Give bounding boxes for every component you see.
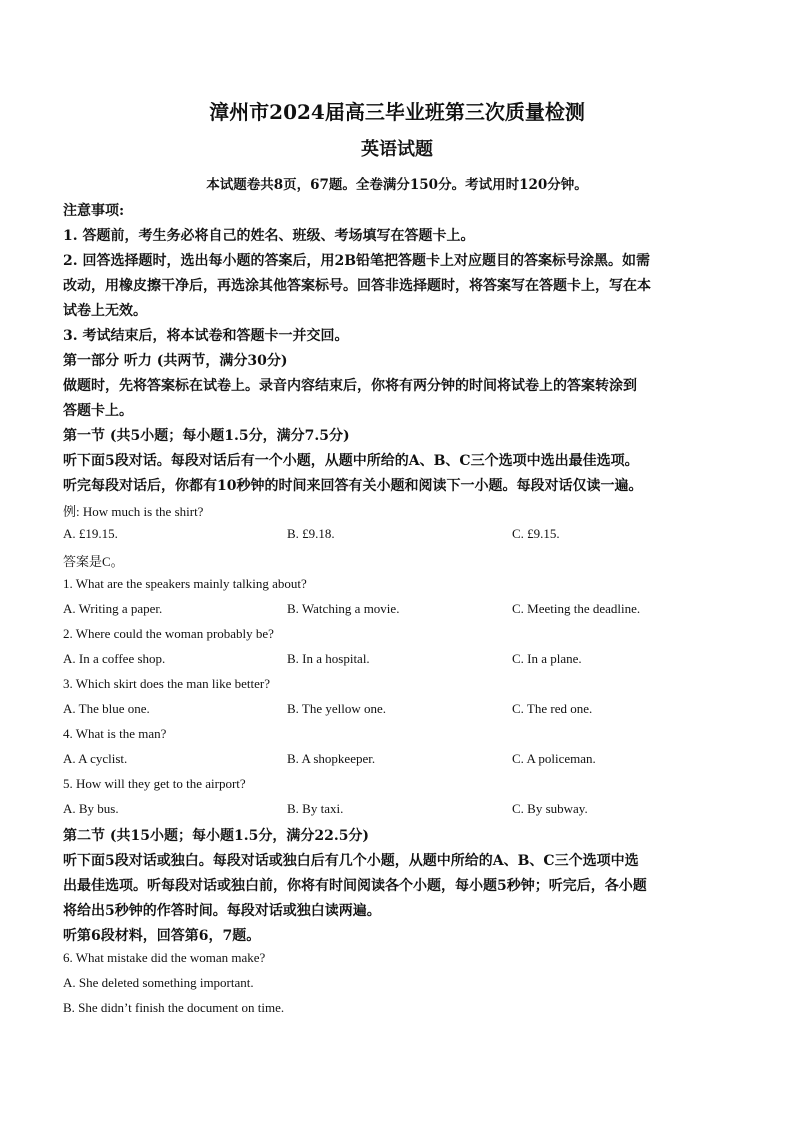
example-answer: 答案是C。 [63, 554, 124, 569]
question-4: 4. What is the man? [63, 726, 167, 741]
exam-summary: 本试题卷共8页，67题。全卷满分150分。考试用时120分钟。 [206, 177, 588, 193]
material-heading: 听第6段材料，回答第6，7题。 [63, 928, 261, 944]
question-5-option-a: A. By bus. [63, 801, 119, 816]
example-option-a: A. £19.15. [63, 526, 118, 541]
note-line: 改动，用橡皮擦干净后，再选涂其他答案标号。回答非选择题时，将答案写在答题卡上，写在本 [63, 278, 651, 294]
question-4-option-a: A. A cyclist. [63, 751, 128, 766]
part1-heading: 第一部分 听力 (共两节，满分30分) [63, 353, 288, 369]
example-option-c: C. £9.15. [512, 526, 560, 541]
question-2-option-c: C. In a plane. [512, 651, 582, 666]
question-5-option-c: C. By subway. [512, 801, 588, 816]
question-6-option-b: B. She didn’t finish the document on time. [63, 1000, 285, 1015]
note-line: 3. 考试结束后，将本试卷和答题卡一并交回。 [63, 328, 349, 344]
question-5: 5. How will they get to the airport? [63, 776, 246, 791]
subject-title: 英语试题 [361, 139, 433, 160]
question-2: 2. Where could the woman probably be? [63, 626, 274, 641]
question-2-option-a: A. In a coffee shop. [63, 651, 166, 666]
question-1-option-a: A. Writing a paper. [63, 601, 163, 616]
question-2-option-b: B. In a hospital. [287, 651, 370, 666]
question-6: 6. What mistake did the woman make? [63, 950, 266, 965]
question-4-option-c: C. A policeman. [512, 751, 596, 766]
question-1-option-c: C. Meeting the deadline. [512, 601, 641, 616]
example-question: 例: How much is the shirt? [63, 504, 204, 519]
note-line: 试卷上无效。 [63, 303, 147, 319]
example-option-b: B. £9.18. [287, 526, 335, 541]
question-3-option-b: B. The yellow one. [287, 701, 387, 716]
note-line: 1. 答题前，考生务必将自己的姓名、班级、考场填写在答题卡上。 [63, 228, 475, 244]
question-6-option-a: A. She deleted something important. [63, 975, 254, 990]
section2-instruction: 听下面5段对话或独白。每段对话或独白后有几个小题，从题中所给的A、B、C三个选项中选 [63, 853, 639, 869]
section1-instruction: 听完每段对话后，你都有10秒钟的时间来回答有关小题和阅读下一小题。每段对话仅读一遍。 [63, 478, 643, 494]
part1-instruction: 做题时，先将答案标在试卷上。录音内容结束后，你将有两分钟的时间将试卷上的答案转涂到 [63, 378, 637, 394]
question-1-option-b: B. Watching a movie. [287, 601, 400, 616]
section2-heading: 第二节 (共15小题；每小题1.5分，满分22.5分) [63, 828, 370, 844]
section2-instruction: 出最佳选项。听每段对话或独白前，你将有时间阅读各个小题，每小题5秒钟；听完后，各小题 [63, 878, 647, 894]
exam-title: 漳州市2024届高三毕业班第三次质量检测 [209, 100, 585, 124]
question-4-option-b: B. A shopkeeper. [287, 751, 376, 766]
question-3-option-c: C. The red one. [512, 701, 593, 716]
question-3: 3. Which skirt does the man like better? [63, 676, 270, 691]
notes-heading: 注意事项: [63, 203, 125, 219]
question-3-option-a: A. The blue one. [63, 701, 150, 716]
section2-instruction: 将给出5秒钟的作答时间。每段对话或独白读两遍。 [63, 903, 381, 919]
section1-instruction: 听下面5段对话。每段对话后有一个小题，从题中所给的A、B、C三个选项中选出最佳选项。 [63, 453, 639, 469]
part1-instruction: 答题卡上。 [63, 403, 133, 419]
section1-heading: 第一节 (共5小题；每小题1.5分，满分7.5分) [63, 428, 350, 444]
question-1: 1. What are the speakers mainly talking about? [63, 576, 307, 591]
question-5-option-b: B. By taxi. [287, 801, 344, 816]
note-line: 2. 回答选择题时，选出每小题的答案后，用2B铅笔把答题卡上对应题目的答案标号涂黑。如需 [63, 253, 651, 269]
